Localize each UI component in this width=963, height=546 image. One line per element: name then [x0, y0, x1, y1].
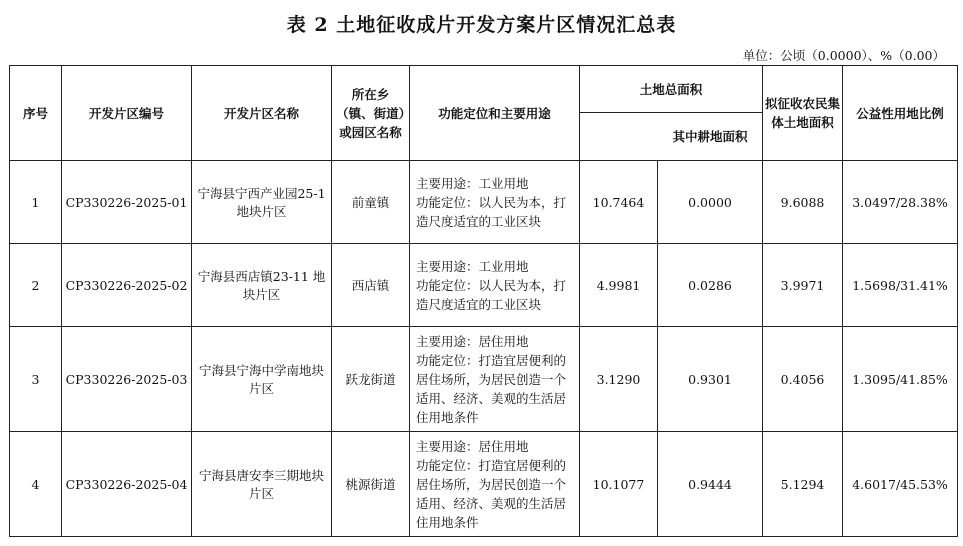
- header-code: 开发片区编号: [62, 66, 192, 161]
- table-row: [10, 327, 958, 432]
- cell-collective: 0.4056: [763, 327, 843, 432]
- cell-farmland: 0.0000: [658, 161, 763, 244]
- cell-collective: 3.9971: [763, 244, 843, 327]
- main-use: 主要用途：工业用地: [416, 258, 529, 274]
- header-collective: 拟征收农民集体土地面积: [763, 66, 843, 161]
- header-public-ratio: 公益性用地比例: [843, 66, 958, 161]
- cell-town: 西店镇: [332, 244, 410, 327]
- cell-total-area: 4.9981: [580, 244, 658, 327]
- cell-collective: 9.6088: [763, 161, 843, 244]
- cell-total-area: 10.1077: [580, 432, 658, 537]
- summary-table: [9, 65, 958, 537]
- cell-code: CP330226-2025-01: [62, 161, 192, 244]
- cell-seq: 1: [10, 161, 62, 244]
- cell-town: 跃龙街道: [332, 327, 410, 432]
- cell-seq: 4: [10, 432, 62, 537]
- cell-public-ratio: 1.5698/31.41%: [843, 244, 958, 327]
- cell-name: 宁海县西店镇23-11 地块片区: [192, 244, 332, 327]
- cell-public-ratio: 4.6017/45.53%: [843, 432, 958, 537]
- main-use: 主要用途：工业用地: [416, 175, 529, 191]
- cell-farmland: 0.0286: [658, 244, 763, 327]
- cell-code: CP330226-2025-04: [62, 432, 192, 537]
- cell-collective: 5.1294: [763, 432, 843, 537]
- cell-public-ratio: 3.0497/28.38%: [843, 161, 958, 244]
- unit-note: 单位：公顷（0.0000）、%（0.00）: [742, 48, 945, 63]
- header-town: 所在乡（镇、街道）或园区名称: [332, 66, 410, 161]
- function-position: 功能定位：以人民为本，打造尺度适宜的工业区块: [416, 277, 567, 312]
- cell-function: [410, 161, 580, 244]
- cell-farmland: 0.9444: [658, 432, 763, 537]
- table-row: [10, 244, 958, 327]
- table-title: 表 2 土地征收成片开发方案片区情况汇总表: [286, 14, 677, 36]
- function-position: 功能定位：打造宜居便利的居住场所，为居民创造一个适用、经济、美观的生活居住用地条件: [416, 457, 567, 530]
- cell-name: 宁海县宁海中学南地块片区: [192, 327, 332, 432]
- cell-code: CP330226-2025-02: [62, 244, 192, 327]
- main-use: 主要用途：居住用地: [416, 333, 529, 349]
- function-position: 功能定位：以人民为本，打造尺度适宜的工业区块: [416, 194, 567, 229]
- header-name: 开发片区名称: [192, 66, 332, 161]
- cell-seq: 3: [10, 327, 62, 432]
- cell-function: [410, 244, 580, 327]
- cell-code: CP330226-2025-03: [62, 327, 192, 432]
- header-seq: 序号: [10, 66, 62, 161]
- header-row: [10, 66, 958, 113]
- header-function: 功能定位和主要用途: [410, 66, 580, 161]
- cell-farmland: 0.9301: [658, 327, 763, 432]
- header-total-area: 土地总面积: [580, 66, 763, 113]
- cell-function: [410, 432, 580, 537]
- header-farmland: 其中耕地面积: [580, 113, 763, 161]
- cell-total-area: 10.7464: [580, 161, 658, 244]
- cell-name: 宁海县宁西产业园25-1 地块片区: [192, 161, 332, 244]
- main-use: 主要用途：居住用地: [416, 438, 529, 454]
- cell-function: [410, 327, 580, 432]
- cell-name: 宁海县唐安李三期地块片区: [192, 432, 332, 537]
- cell-town: 前童镇: [332, 161, 410, 244]
- cell-seq: 2: [10, 244, 62, 327]
- table-row: [10, 161, 958, 244]
- function-position: 功能定位：打造宜居便利的居住场所，为居民创造一个适用、经济、美观的生活居住用地条件: [416, 352, 567, 425]
- cell-total-area: 3.1290: [580, 327, 658, 432]
- cell-town: 桃源街道: [332, 432, 410, 537]
- table-row: [10, 432, 958, 537]
- cell-public-ratio: 1.3095/41.85%: [843, 327, 958, 432]
